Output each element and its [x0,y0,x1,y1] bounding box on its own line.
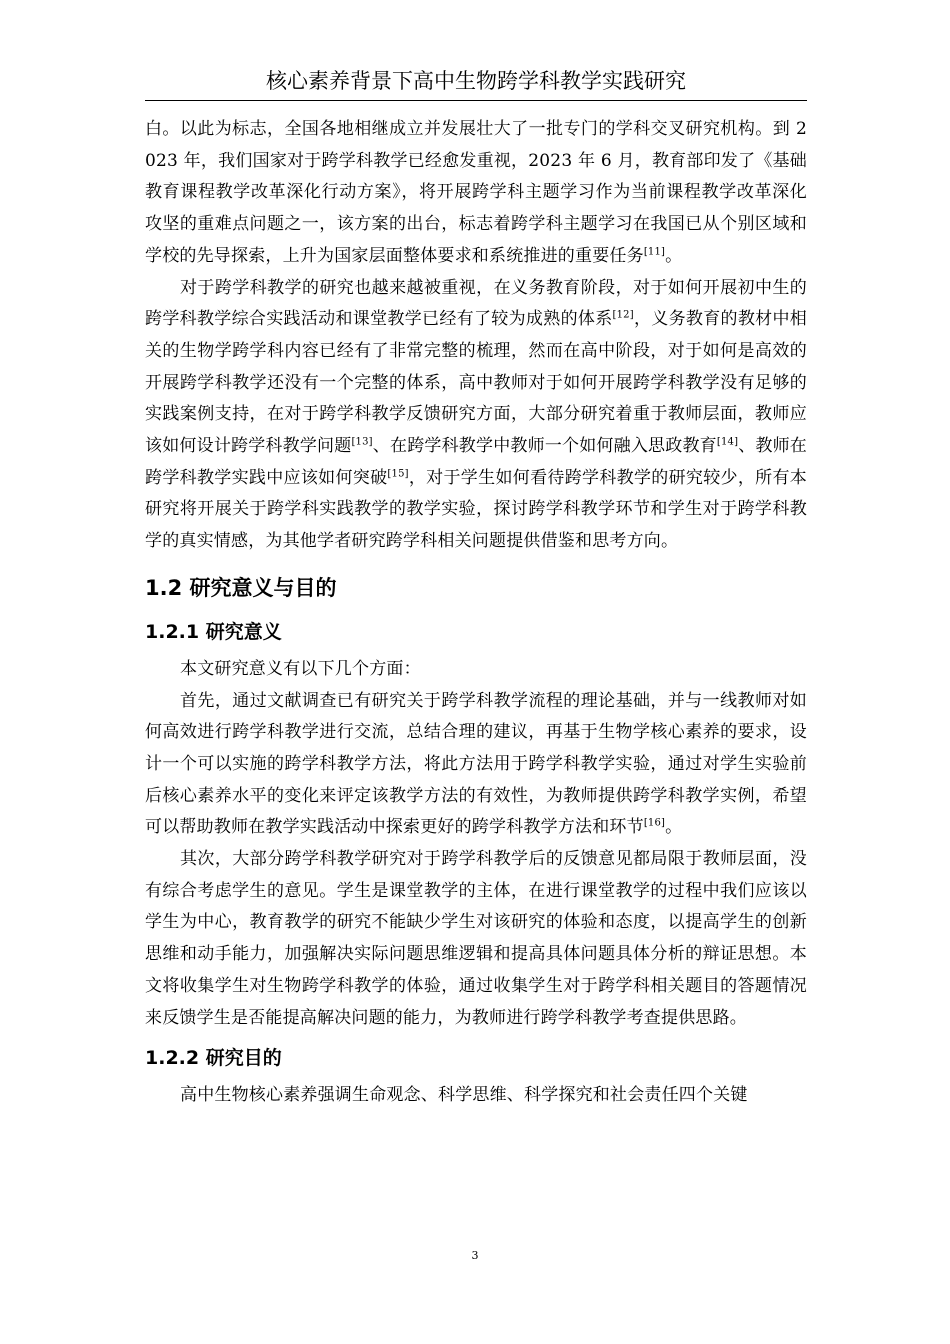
page-number: 3 [471,1249,479,1262]
paragraph-text: ，对于学生如何看待跨学科教学的研究较少，所有本研究将开展关于跨学科实践教学的教学实验，探讨跨学科教学环节和学生对于跨学科教学的真实情感，为其他学者研究跨学科相关问题提供借鉴和思考方向。 [145,467,807,552]
section-heading: 1.2 研究意义与目的 [145,575,337,600]
paragraph [145,1080,807,1112]
citation: [12] [612,309,634,321]
paragraph-text: 对于跨学科教学的研究也越来越被重视，在义务教育阶段，对于如何开展初中生的跨学科教学综合实践活动和课堂教学已经有了较为成熟的体系 [145,277,807,330]
paragraph-text: 、在跨学科教学中教师一个如何融入思政教育 [372,436,717,457]
paragraph [145,114,807,273]
paragraph [145,844,807,1034]
citation: [13] [351,436,373,448]
citation: [16] [643,817,666,829]
paragraph-text: 其次，大部分跨学科教学研究对于跨学科教学后的反馈意见都局限于教师层面，没有综合考虑学生的意见。学生是课堂教学的主体，在进行课堂教学的过程中我们应该以学生为中心，教育教学的研究不能缺少学生对该研究的体验和态度，以提高学生的创新思维和动手能力，加强解决实际问题思维逻辑和提高具体问题具体分析的辩证思想。本文将收集学生对生物跨学科教学的体验，通过收集学生对于跨学科相关题目的答题情况来反馈学生是否能提高解决问题的能力，为教师进行跨学科教学考查提供思路。 [145,849,807,1028]
paragraph [145,686,807,845]
paragraph-text: 、教师在跨学科教学实践中应该如何突破 [145,436,808,488]
body-content [145,114,807,1112]
citation: [14] [716,436,739,448]
subsection-heading: 1.2.2 研究目的 [145,1047,282,1070]
paragraph-text: 白。以此为标志，全国各地相继成立并发展壮大了一批专门的学科交叉研究机构。到 2023 年，我们国家对于跨学科教学已经愈发重视，2023 年 6 月，教育部印发了《基础教育课程教学改革深化行动方案》，将开展跨学科主题学习作为当前课程教学改革深化攻坚的重难点问题之一，该方案的出台，标志着跨学科主题学习在我国已从个别区域和学校的先导探索，上升为国家层面整体要求和系统推进的重要任务 [145,119,807,266]
paragraph-text: 。 [665,245,683,266]
paragraph-text: 高中生物核心素养强调生命观念、科学思维、科学探究和社会责任四个关键 [180,1085,748,1106]
citation: [11] [643,246,666,258]
citation: [15] [387,468,409,480]
subsection-heading: 1.2.1 研究意义 [145,620,282,643]
running-header-title: 核心素养背景下高中生物跨学科教学实践研究 [266,69,686,93]
paragraph-text: 本文研究意义有以下几个方面： [180,658,421,679]
paragraph-text: ，义务教育的教材中相关的生物学跨学科内容已经有了非常完整的梳理，然而在高中阶段，对于如何是高效的开展跨学科教学还没有一个完整的体系，高中教师对于如何开展跨学科教学没有足够的实践案例支持，在对于跨学科教学反馈研究方面，大部分研究着重于教师层面，教师应该如何设计跨学科教学问题 [145,309,807,457]
header-divider [145,100,807,101]
paragraph [145,654,807,686]
paragraph [145,273,807,558]
paragraph-text: 。 [665,817,683,838]
paragraph-text: 首先，通过文献调查已有研究关于跨学科教学流程的理论基础，并与一线教师对如何高效进行跨学科教学进行交流，总结合理的建议，再基于生物学核心素养的要求，设计一个可以实施的跨学科教学方法，将此方法用于跨学科教学实验，通过对学生实验前后核心素养水平的变化来评定该教学方法的有效性，为教师提供跨学科教学实例，希望可以帮助教师在教学实践活动中探索更好的跨学科教学方法和环节 [145,690,807,838]
